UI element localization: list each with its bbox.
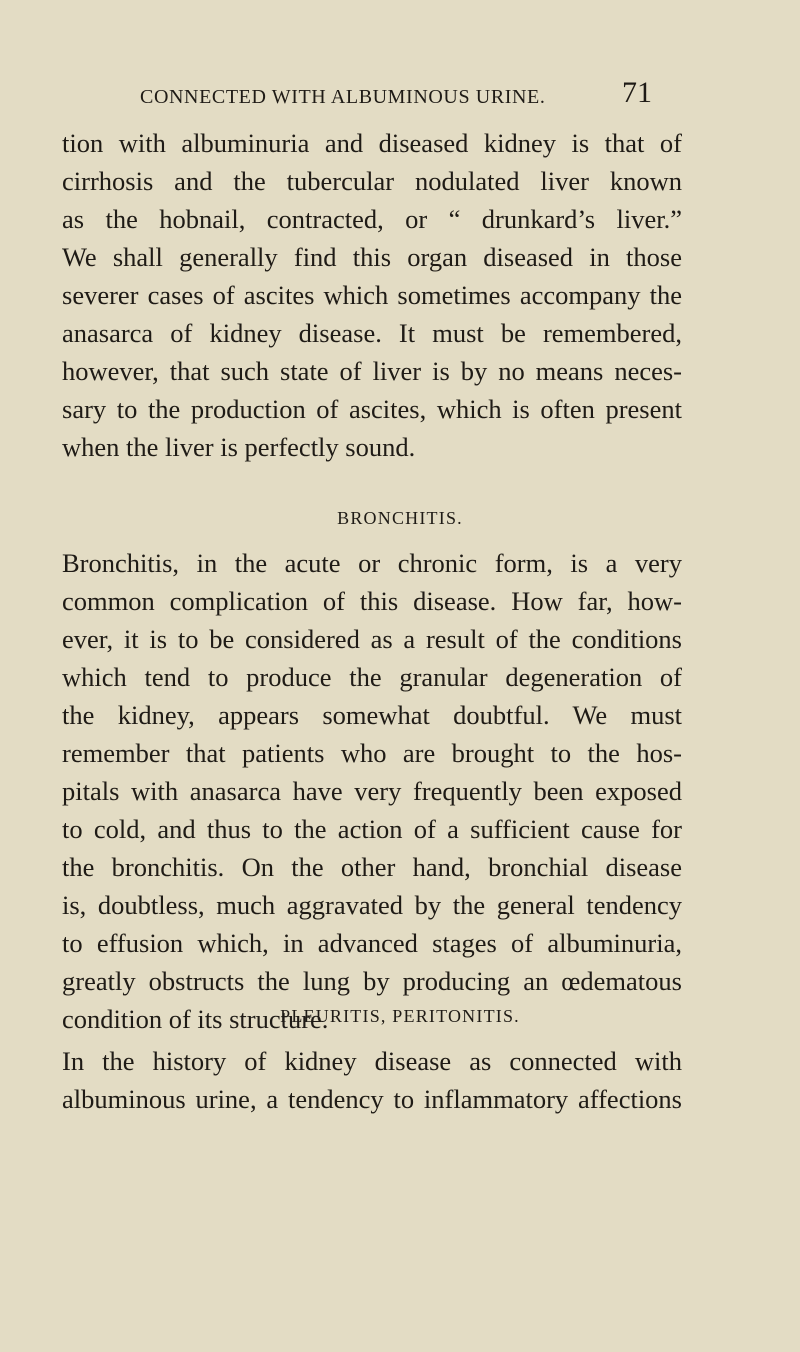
text-line: Bronchitis, in the acute or chronic form, is a very — [62, 548, 682, 578]
text-line: common complication of this disease. How far, how- — [62, 586, 682, 616]
text-line: remember that patients who are brought to the hos- — [62, 738, 682, 768]
text-line: pitals with anasarca have very frequently been exposed — [62, 776, 682, 806]
text-line: anasarca of kidney disease. It must be remembered, — [62, 318, 682, 348]
paragraph-cirrhosis — [62, 124, 682, 466]
text-line: to effusion which, in advanced stages of albuminuria, — [62, 928, 682, 958]
section-heading-pleuritis-peritonitis: PLEURITIS, PERITONITIS. — [280, 1006, 520, 1026]
text-line: severer cases of ascites which sometimes accompany the — [62, 280, 682, 310]
text-line: albuminous urine, a tendency to inflammatory affections — [62, 1084, 682, 1114]
text-line: as the hobnail, contracted, or “ drunkard’s liver.” — [62, 204, 682, 234]
text-line: greatly obstructs the lung by producing an œdematous — [62, 966, 682, 996]
text-line: which tend to produce the granular degeneration of — [62, 662, 682, 692]
running-title: CONNECTED WITH ALBUMINOUS URINE. — [140, 86, 546, 108]
text-line: ever, it is to be considered as a result of the conditions — [62, 624, 682, 654]
text-line: In the history of kidney disease as connected with — [62, 1046, 682, 1076]
section-heading-bronchitis: BRONCHITIS. — [337, 508, 463, 528]
text-line: the kidney, appears somewhat doubtful. We must — [62, 700, 682, 730]
text-line: condition of its structure. — [62, 1004, 329, 1034]
text-line: to cold, and thus to the action of a sufficient cause for — [62, 814, 682, 844]
text-line: tion with albuminuria and diseased kidney is that of — [62, 128, 682, 158]
running-header — [0, 76, 800, 110]
text-line: however, that such state of liver is by no means neces- — [62, 356, 682, 386]
text-line: is, doubtless, much aggravated by the general tendency — [62, 890, 682, 920]
text-line: sary to the production of ascites, which is often present — [62, 394, 682, 424]
paragraph-pleuritis — [62, 1042, 682, 1118]
text-line: the bronchitis. On the other hand, bronchial disease — [62, 852, 682, 882]
paragraph-bronchitis — [62, 544, 682, 1038]
text-line: We shall generally find this organ diseased in those — [62, 242, 682, 272]
text-line: cirrhosis and the tubercular nodulated liver known — [62, 166, 682, 196]
page-number: 71 — [622, 76, 652, 109]
text-line: when the liver is perfectly sound. — [62, 432, 416, 462]
